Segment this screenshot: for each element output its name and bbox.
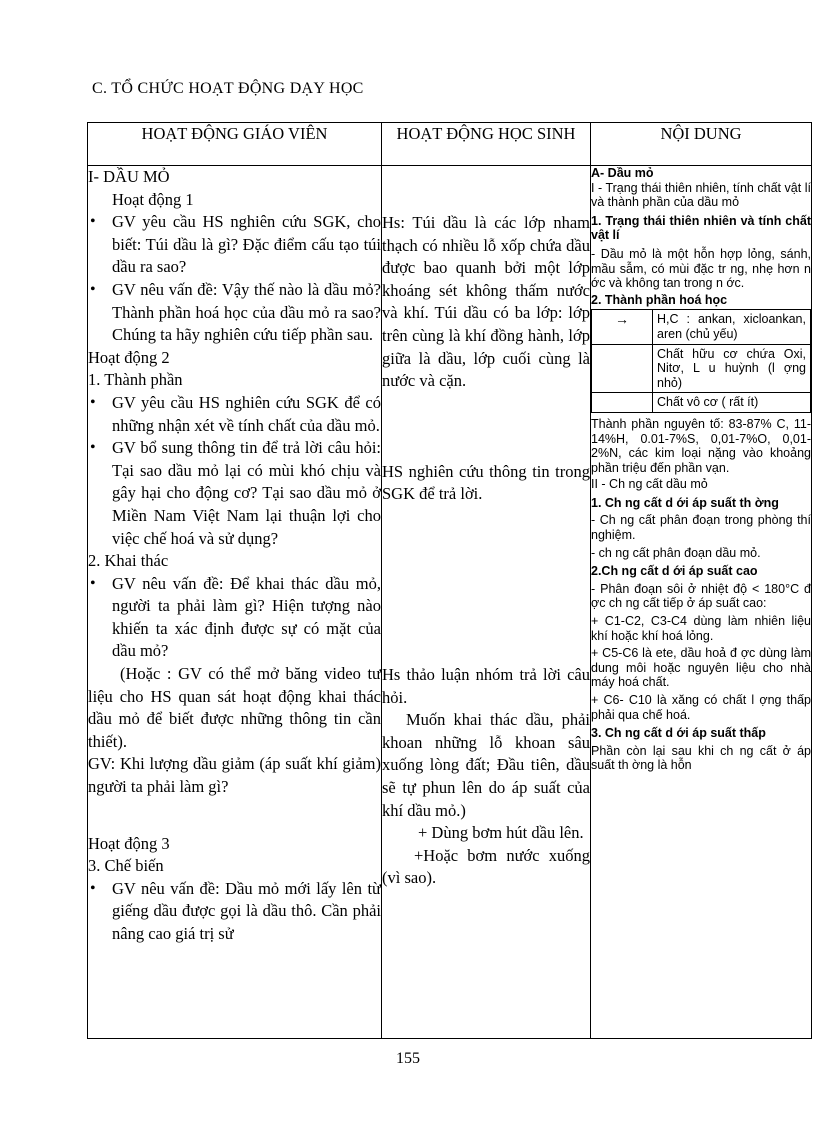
content-heading-5: 3. Ch ng cất d ới áp suất thấp bbox=[591, 726, 766, 741]
header-teacher: HOẠT ĐỘNG GIÁO VIÊN bbox=[88, 123, 382, 166]
teacher-list-1 bbox=[88, 211, 381, 347]
teacher-list-4 bbox=[88, 878, 381, 946]
arrow-icon: → bbox=[592, 310, 653, 344]
teacher-column bbox=[88, 166, 382, 1039]
subsection-khai-thac: 2. Khai thác bbox=[88, 551, 169, 571]
content-heading-2: 2. Thành phần hoá học bbox=[591, 292, 728, 307]
content-section-i: I - Trạng thái thiên nhiên, tính chất vật lí và thành phần của dầu mỏ bbox=[591, 180, 811, 210]
subsection-che-bien: 3. Chế biến bbox=[88, 856, 164, 876]
teacher-bullet: • GV nêu vấn đề: Để khai thác dầu mỏ, người ta phải làm gì? Hiện tượng nào khiến ta xác định được sự có mặt của dầu mỏ? bbox=[88, 573, 381, 663]
table-header-row bbox=[88, 123, 812, 166]
activity-3-label: Hoạt động 3 bbox=[88, 833, 170, 853]
content-heading-1: 1. Trạng thái thiên nhiên và tính chất vật lí bbox=[591, 213, 811, 243]
content-text: + C1-C2, C3-C4 dùng làm nhiên liệu khí hoặc khí hoá lỏng. bbox=[591, 614, 811, 643]
composition-row bbox=[592, 310, 811, 344]
content-title-dau-mo: A- Dầu mỏ bbox=[591, 166, 654, 180]
composition-row bbox=[592, 393, 811, 413]
student-answer-tui-dau: Hs: Túi dầu là các lớp nham thạch có nhiều lỗ xốp chứa dầu được bao quanh bởi một lớp khoáng sét không thấm nước và khí. Túi dầu có ba lớp: lớp trên cùng là khí đồng hành, lớp giữa là dầu, lớp cuối cùng là nước và cặn. bbox=[382, 213, 590, 391]
section-title: C. TỔ CHỨC HOẠT ĐỘNG DẠY HỌC bbox=[92, 80, 364, 97]
teacher-question-pressure: GV: Khi lượng dầu giảm (áp suất khí giảm) người ta phải làm gì? bbox=[88, 754, 381, 797]
header-content: NỘI DUNG bbox=[591, 123, 812, 166]
activity-2-label: Hoạt động 2 bbox=[88, 347, 170, 367]
lesson-table bbox=[87, 122, 812, 1039]
composition-cell: Chất hữu cơ chứa Oxi, Nitơ, L u huỳnh (l ợng nhỏ) bbox=[653, 344, 811, 393]
header-student: HOẠT ĐỘNG HỌC SINH bbox=[382, 123, 591, 166]
content-text: Phần còn lại sau khi ch ng cất ở áp suất th ờng là hỗn bbox=[591, 743, 811, 773]
student-answer-bom-nuoc: +Hoặc bơm nước xuống (vì sao). bbox=[382, 845, 590, 888]
student-answer-discussion: Hs thảo luận nhóm trả lời câu hỏi. bbox=[382, 664, 590, 707]
teacher-list-2 bbox=[88, 392, 381, 550]
composition-cell: Chất vô cơ ( rất ít) bbox=[653, 393, 811, 413]
content-text: Thành phần nguyên tố: 83-87% C, 11-14%H, 0.01-7%S, 0,01-7%O, 0,01-2%N, các kim loại nặng vào khoảng phần triệu đến phần vạn. bbox=[591, 416, 811, 475]
content-text: + C5-C6 là ete, dầu hoả đ ợc dùng làm dung môi hoặc nguyên liệu cho nhà máy hoá chất. bbox=[591, 646, 811, 690]
page-number: 155 bbox=[396, 1050, 420, 1067]
content-text: - ch ng cất phân đoạn dầu mỏ. bbox=[591, 545, 761, 560]
activity-1-label: Hoạt động 1 bbox=[112, 189, 194, 209]
teacher-bullet: • GV yêu cầu HS nghiên cứu SGK để có những nhận xét về tính chất của dầu mỏ. bbox=[88, 392, 381, 437]
student-answer-sgk: HS nghiên cứu thông tin trong SGK để trả lời. bbox=[382, 461, 590, 504]
content-heading-3: 1. Ch ng cất d ới áp suất th ờng bbox=[591, 495, 779, 510]
teacher-note-video: (Hoặc : GV có thể mở băng video tư liệu cho HS quan sát hoạt động khai thác dầu mỏ để biết được những thông tin cần thiết). bbox=[88, 664, 381, 751]
teacher-bullet: • GV nêu vấn đề: Vậy thế nào là dầu mỏ? Thành phần hoá học của dầu mỏ ra sao? Chúng ta hãy nghiên cứu tiếp phần sau. bbox=[88, 279, 381, 347]
content-column bbox=[591, 166, 812, 1039]
student-answer-khoan: Muốn khai thác dầu, phải khoan những lỗ khoan sâu xuống lòng đất; Đầu tiên, dầu sẽ tự phun lên do áp suất của khí dầu mỏ.) bbox=[382, 710, 590, 820]
content-heading-4: 2.Ch ng cất d ới áp suất cao bbox=[591, 564, 758, 579]
content-section-ii: II - Ch ng cất dầu mỏ bbox=[591, 477, 708, 492]
content-text: + C6- C10 là xăng có chất l ợng thấp phải qua chế hoá. bbox=[591, 693, 811, 722]
teacher-heading-dau-mo: I- DẦU MỎ bbox=[88, 167, 170, 186]
table-body-row bbox=[88, 166, 812, 1039]
content-text: - Dầu mỏ là một hỗn hợp lỏng, sánh, mầu sẫm, có mùi đặc tr ng, nhẹ hơn n ớc và không tan trong n ớc. bbox=[591, 246, 811, 291]
composition-row bbox=[592, 344, 811, 393]
content-text: - Ch ng cất phân đoạn trong phòng thí nghiệm. bbox=[591, 513, 811, 543]
student-column bbox=[382, 166, 591, 1039]
teacher-bullet: • GV bổ sung thông tin để trả lời câu hỏi: Tại sao dầu mỏ lại có mùi khó chịu và gây hại cho động cơ? Tại sao dầu mỏ ở Miền Nam Việt Nam lại thuận lợi cho việc chế hoá và sử dụng? bbox=[88, 437, 381, 550]
content-text: - Phân đoạn sôi ở nhiệt độ < 180°C đ ợc ch ng cất tiếp ở áp suất cao: bbox=[591, 581, 811, 611]
teacher-bullet: • GV yêu cầu HS nghiên cứu SGK, cho biết: Túi dầu là gì? Đặc điểm cấu tạo túi dầu ra sao? bbox=[88, 211, 381, 279]
teacher-bullet: • GV nêu vấn đề: Dầu mỏ mới lấy lên từ giếng dầu được gọi là dầu thô. Cần phải nâng cao giá trị sử bbox=[88, 878, 381, 946]
student-answer-bom-hut: + Dùng bơm hút dầu lên. bbox=[418, 823, 584, 843]
composition-table bbox=[591, 309, 811, 413]
composition-cell: H,C : ankan, xicloankan, aren (chủ yếu) bbox=[653, 310, 811, 344]
subsection-thanh-phan: 1. Thành phần bbox=[88, 370, 183, 390]
teacher-list-3 bbox=[88, 573, 381, 663]
